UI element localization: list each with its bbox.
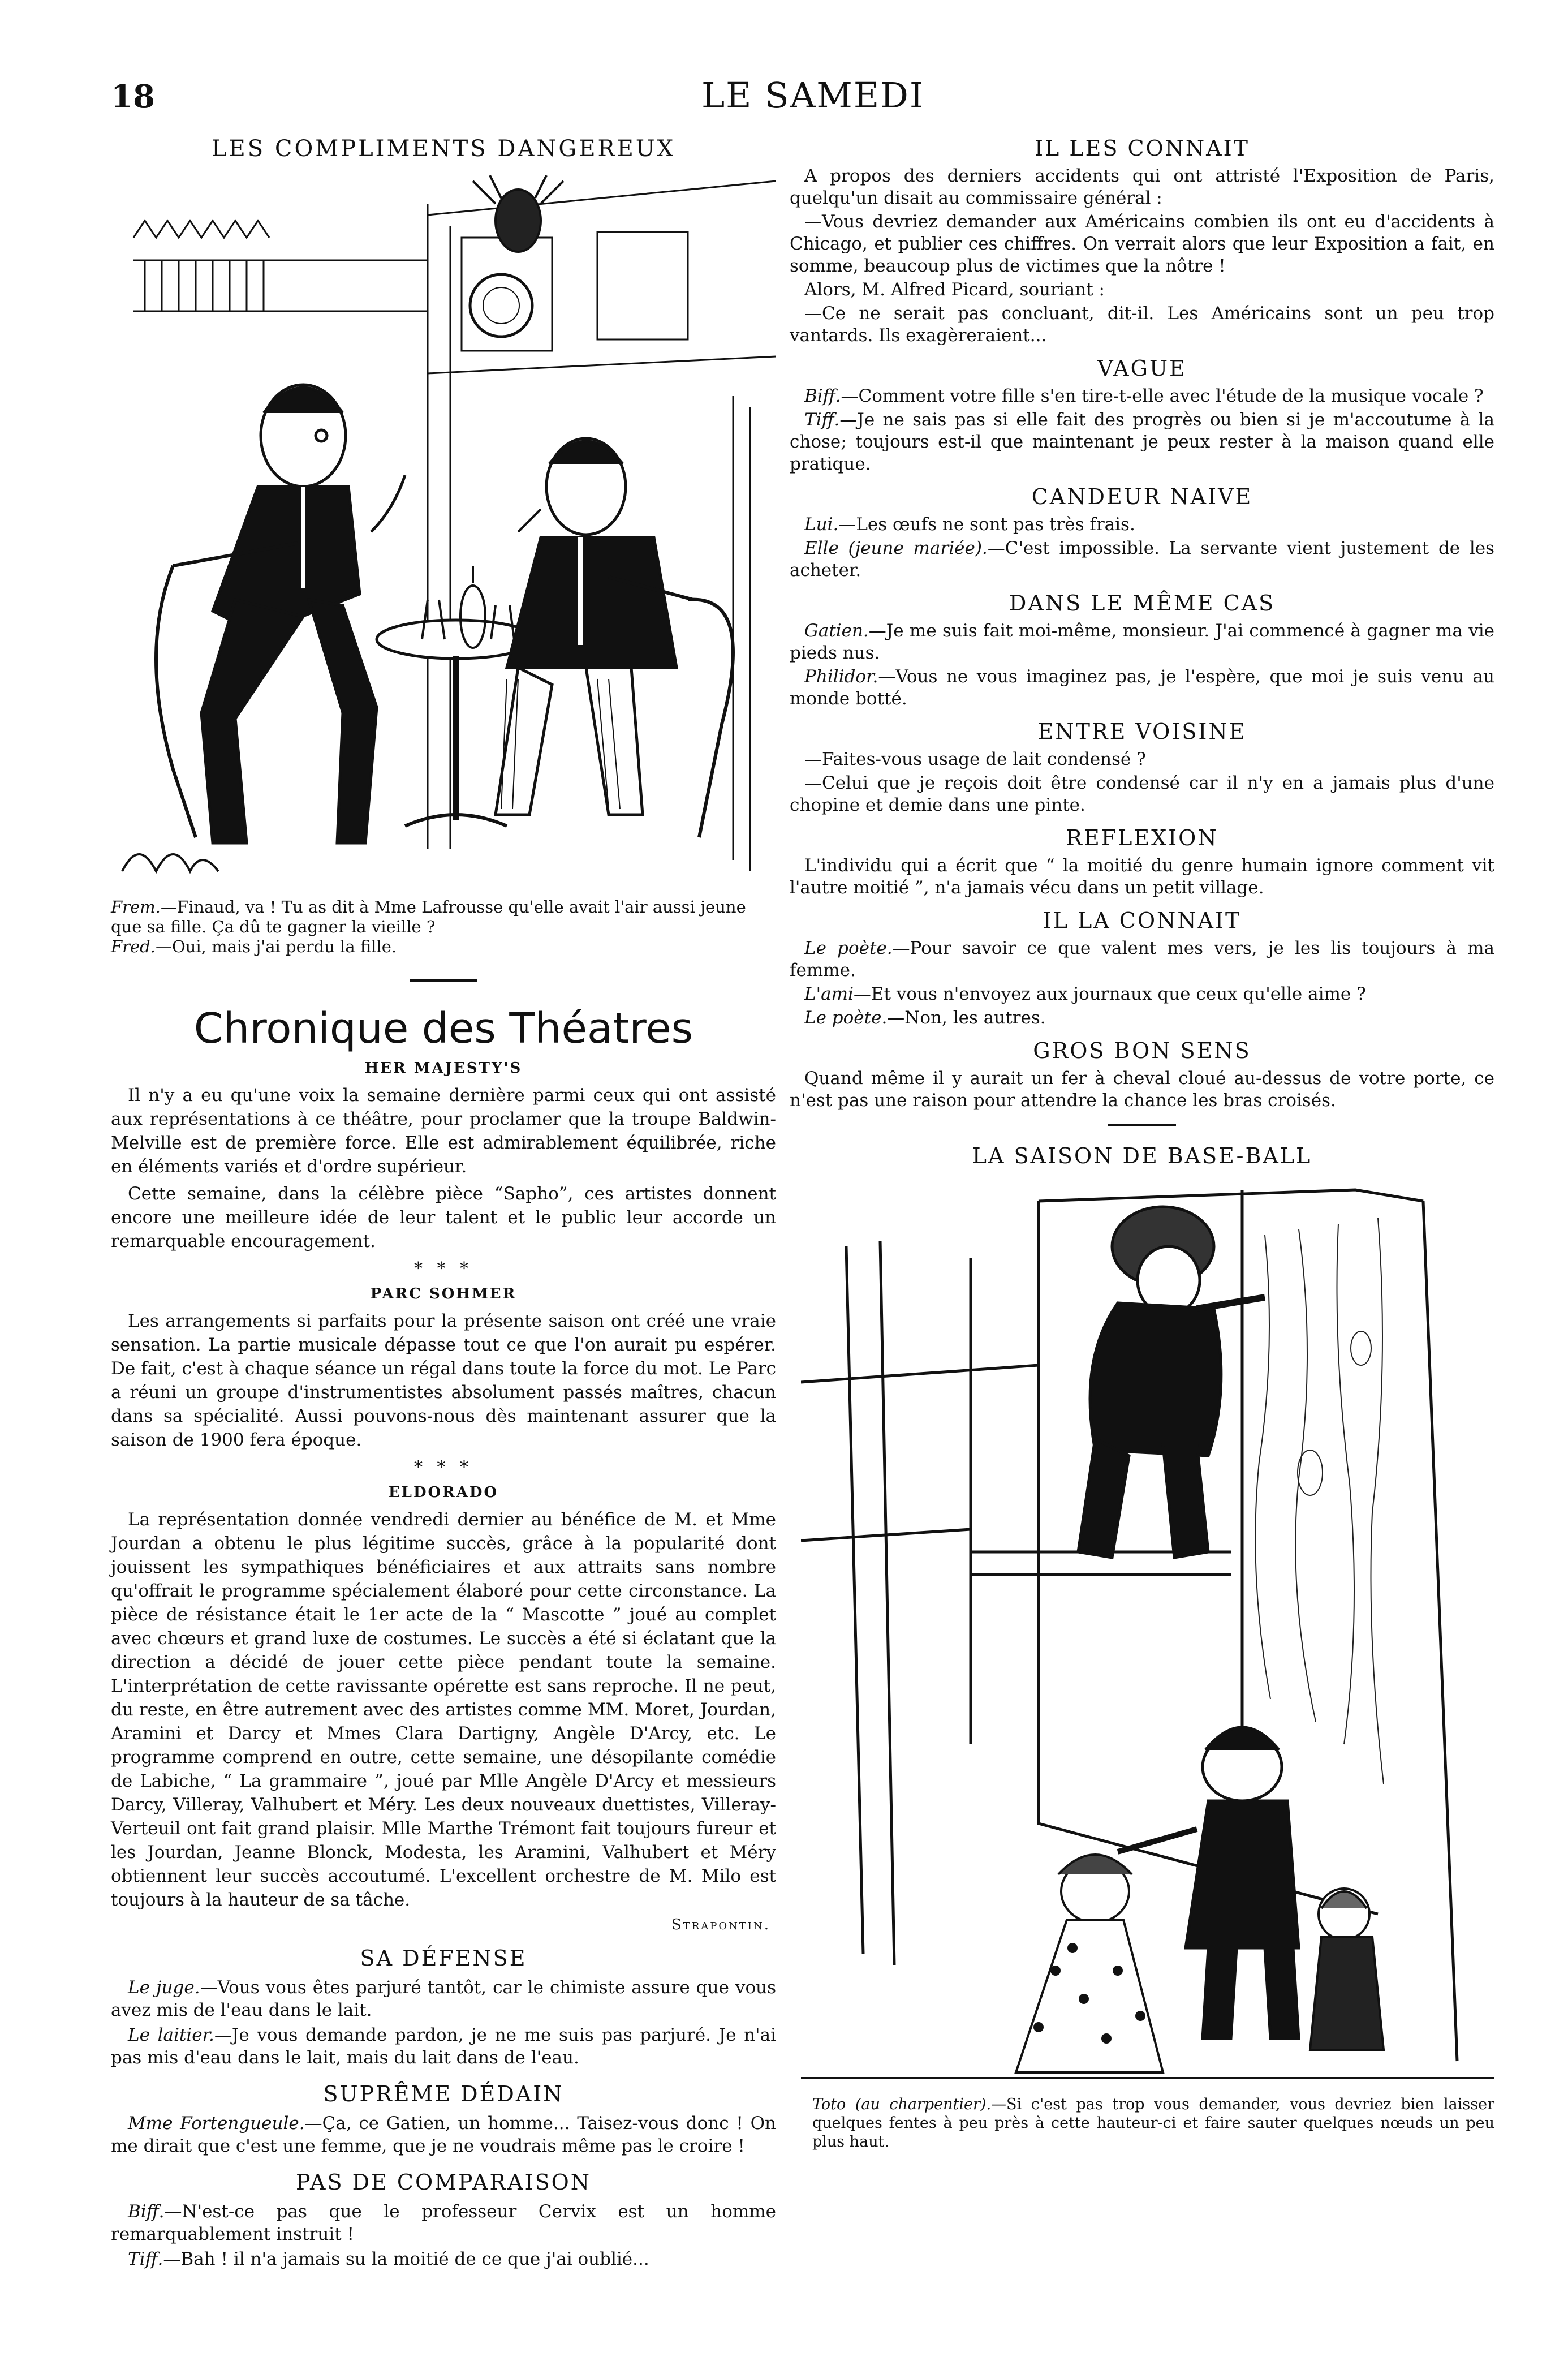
chronique-signature: Strapontin.	[671, 1916, 770, 1933]
joke-line	[111, 2024, 776, 2069]
joke-section-il-la-connait	[790, 908, 1494, 1029]
joke-speaker: Tiff.	[128, 2249, 163, 2269]
joke-line	[790, 385, 1494, 407]
joke-section-entre-voisine	[790, 719, 1494, 816]
joke-section-reflexion	[790, 825, 1494, 899]
joke-line: —Ce ne serait pas concluant, dit-il. Les Américains sont un peu trop vantards. Ils exagèreraient...	[790, 303, 1494, 346]
joke-speaker: Biff.	[804, 386, 841, 406]
joke-line	[790, 937, 1494, 982]
joke-text: —Pour savoir ce que valent mes vers, je les lis toujours à ma femme.	[790, 938, 1494, 980]
caption-line	[111, 937, 776, 957]
chronique-body	[111, 1060, 776, 1933]
caption-speaker: Fred.	[111, 937, 156, 956]
chronique-paragraph: La représentation donnée vendredi dernier au bénéfice de M. et Mme Jourdan a obtenu le plus légitime succès, grâce à la popularité dont jouissent les sympathiques bénéficiaires et aux attraits sans nombre qu'offrait le programme spécialement élaboré pour cette circonstance. La pièce de résistance était le 1er acte de la “ Mascotte ” joué au complet avec chœurs et grand luxe de costumes. Le succès a été si éclatant que la direction a décidé de jouer cette pièce pendant toute la semaine. L'interprétation de cette ravissante opérette est sans reproche. Il ne peut, du reste, en être autrement avec des artistes comme MM. Moret, Jourdan, Aramini et Darcy et Mmes Clara Dartigny, Angèle D'Arcy, etc. Le programme comprend en outre, cette semaine, une désopilante comédie de Labiche, “ La grammaire ”, joué par Mlle Angèle D'Arcy et messieurs Darcy, Villeray, Valhubert et Méry. Les deux nouveaux duettistes, Villeray-Verteuil ont fait grand plaisir. Mlle Marthe Trémont fait toujours fureur et les Jourdan, Jeanne Blonck, Modesta, les Aramini, Valhubert et Méry obtiennent leur succès accoutumé. L'excellent orchestre de M. Milo est toujours à la hauteur de sa tâche.	[111, 1509, 776, 1910]
joke-speaker: Gatien.	[804, 621, 869, 641]
joke-line	[111, 2248, 776, 2270]
caption-speaker: Frem.	[111, 897, 161, 917]
joke-section-supreme-dedain	[111, 2081, 776, 2157]
joke-speaker: Mme Fortengueule.	[128, 2113, 305, 2134]
joke-title: SUPRÊME DÉDAIN	[323, 2081, 564, 2106]
joke-section-gros-bon-sens	[790, 1038, 1494, 1112]
chronique-paragraph: Les arrangements si parfaits pour la présente saison ont créé une vraie sensation. La partie musicale dépasse tout ce que l'on aurait pu espérer. De fait, c'est à chaque séance un régal dans toute la force du mot. Le Parc a réuni un groupe d'instrumentistes absolument passés maîtres, chacun dans sa spécialité. Aussi pouvons-nous dès maintenant assurer que la saison de 1900 fera époque.	[111, 1311, 776, 1450]
baseball-cartoon-title: LA SAISON DE BASE-BALL	[972, 1143, 1312, 1168]
joke-speaker: L'ami	[804, 984, 854, 1004]
joke-line	[790, 537, 1494, 582]
section-rule	[410, 979, 477, 982]
right-column	[790, 136, 1494, 2151]
left-column	[111, 136, 776, 2273]
joke-speaker: Elle (jeune mariée).	[804, 538, 988, 558]
joke-text: —Non, les autres.	[887, 1008, 1046, 1028]
joke-line	[790, 983, 1494, 1005]
caption-text: —Finaud, va ! Tu as dit à Mme Lafrousse qu'elle avait l'air aussi jeune que sa fille. Ça dû te gagner la vieille ?	[111, 897, 746, 936]
joke-section-dans-le-meme-cas	[790, 591, 1494, 710]
joke-title: REFLEXION	[1066, 825, 1218, 850]
caption-line	[111, 897, 776, 937]
theatre-heading: PARC SOHMER	[370, 1285, 517, 1302]
joke-speaker: Le laitier.	[128, 2025, 214, 2045]
joke-line: —Faites-vous usage de lait condensé ?	[804, 749, 1146, 769]
joke-text: —Comment votre fille s'en tire-t-elle avec l'étude de la musique vocale ?	[841, 386, 1484, 406]
joke-line: —Celui que je reçois doit être condensé car il n'y en a jamais plus d'une chopine et demie dans une pinte.	[790, 773, 1494, 815]
joke-title: IL LES CONNAIT	[1035, 136, 1250, 161]
joke-line	[790, 620, 1494, 664]
joke-section-vague	[790, 356, 1494, 475]
joke-line: Alors, M. Alfred Picard, souriant :	[804, 279, 1105, 300]
separator-stars: * * *	[413, 1457, 473, 1477]
left-cartoon-title: LES COMPLIMENTS DANGEREUX	[211, 136, 676, 162]
baseball-fence-illustration	[801, 1179, 1506, 2089]
section-rule	[1108, 1124, 1176, 1126]
joke-title: VAGUE	[1097, 356, 1187, 381]
joke-line: L'individu qui a écrit que “ la moitié du genre humain ignore comment vit l'autre moitié ”, n'a jamais vécu dans un petit village.	[790, 855, 1494, 898]
baseball-cartoon-caption	[812, 2095, 1494, 2151]
theatre-heading: ELDORADO	[388, 1484, 499, 1501]
joke-line	[790, 514, 1494, 536]
joke-text: —Je ne sais pas si elle fait des progrès ou bien si je m'accoutume à la chose; toujours est-il que maintenant je peux rester à la maison quand elle pratique.	[790, 410, 1494, 474]
theatre-heading: HER MAJESTY'S	[364, 1060, 523, 1077]
caption-speaker: Toto (au charpentier).	[812, 2096, 992, 2113]
masthead: LE SAMEDI	[701, 75, 925, 116]
joke-text: —Je me suis fait moi-même, monsieur. J'ai commencé à gagner ma vie pieds nus.	[790, 621, 1494, 663]
joke-line: —Vous devriez demander aux Américains combien ils ont eu d'accidents à Chicago, et publier ces chiffres. On verrait alors que leur Exposition a fait, en somme, beaucoup plus de victimes que la nôtre !	[790, 212, 1494, 276]
joke-text: —N'est-ce pas que le professeur Cervix est un homme remarquablement instruit !	[111, 2201, 776, 2244]
joke-speaker: Biff.	[128, 2201, 165, 2222]
caption-text: —Oui, mais j'ai perdu la fille.	[155, 937, 397, 956]
joke-line	[790, 409, 1494, 475]
joke-speaker: Lui.	[804, 514, 839, 535]
joke-title: ENTRE VOISINE	[1037, 719, 1247, 744]
joke-text: —Les œufs ne sont pas très frais.	[838, 514, 1135, 535]
chronique-title: Chronique des Théatres	[193, 1004, 693, 1053]
joke-line	[111, 2112, 776, 2157]
separator-stars: * * *	[413, 1259, 473, 1279]
joke-title: CANDEUR NAIVE	[1031, 484, 1253, 509]
joke-text: —Vous ne vous imaginez pas, je l'espère, que moi je suis venu au monde botté.	[790, 666, 1494, 709]
page-number: 18	[111, 78, 155, 115]
joke-text: —Je vous demande pardon, je ne me suis pas parjuré. Je n'ai pas mis d'eau dans le lait, mais du lait dans de l'eau.	[111, 2025, 776, 2068]
joke-title: DANS LE MÊME CAS	[1009, 591, 1276, 616]
joke-title: IL LA CONNAIT	[1043, 908, 1242, 933]
joke-text: —Ça, ce Gatien, un homme... Taisez-vous donc ! On me dirait que c'est une femme, que je ne voudrais même pas le croire !	[111, 2113, 776, 2156]
joke-title: GROS BON SENS	[1033, 1038, 1251, 1063]
joke-text: —Bah ! il n'a jamais su la moitié de ce que j'ai oublié...	[163, 2249, 649, 2269]
joke-line: Quand même il y aurait un fer à cheval cloué au-dessus de votre porte, ce n'est pas une raison pour attendre la chance les bras croisés.	[790, 1068, 1494, 1111]
joke-title: SA DÉFENSE	[360, 1946, 527, 1971]
joke-speaker: Le juge.	[128, 1977, 200, 1998]
joke-line	[111, 1976, 776, 2022]
joke-section-candeur-naive	[790, 484, 1494, 582]
joke-text: —C'est impossible. La servante vient justement de les acheter.	[790, 538, 1495, 580]
joke-text: —Vous vous êtes parjuré tantôt, car le chimiste assure que vous avez mis de l'eau dans le lait.	[111, 1977, 776, 2020]
joke-speaker: Tiff.	[804, 410, 840, 430]
joke-speaker: Philidor.	[804, 666, 878, 687]
joke-line	[790, 1007, 1494, 1029]
chronique-paragraph: Il n'y a eu qu'une voix la semaine dernière parmi ceux qui ont assisté aux représentations à ce théâtre, pour proclamer que la troupe Baldwin-Melville est de première force. Elle est admirablement équilibrée, riche en éléments variés et d'ordre supérieur.	[111, 1085, 776, 1177]
caption-text: —Si c'est pas trop vous demander, vous devriez bien laisser quelques fentes à peu près à cette hauteur-ci et faire sauter quelques nœuds un peu plus haut.	[812, 2096, 1494, 2151]
joke-section-il-les-connait	[790, 136, 1494, 347]
joke-speaker: Le poète.	[804, 938, 893, 958]
joke-section-sa-defense	[111, 1946, 776, 2069]
cafe-cartoon-illustration	[111, 170, 776, 894]
chronique-paragraph: Cette semaine, dans la célèbre pièce “Sapho”, ces artistes donnent encore une meilleure idée de leur talent et le public leur accorde un remarquable encouragement.	[111, 1184, 776, 1251]
joke-text: —Et vous n'envoyez aux journaux que ceux qu'elle aime ?	[853, 984, 1366, 1004]
joke-line	[790, 666, 1494, 710]
joke-speaker: Le poète.	[804, 1008, 888, 1028]
left-cartoon-caption	[111, 897, 776, 957]
joke-section-pas-de-comparaison	[111, 2170, 776, 2270]
joke-line: A propos des derniers accidents qui ont attristé l'Exposition de Paris, quelqu'un disait au commissaire général :	[790, 166, 1494, 208]
joke-line	[111, 2200, 776, 2246]
joke-title: PAS DE COMPARAISON	[295, 2170, 592, 2195]
